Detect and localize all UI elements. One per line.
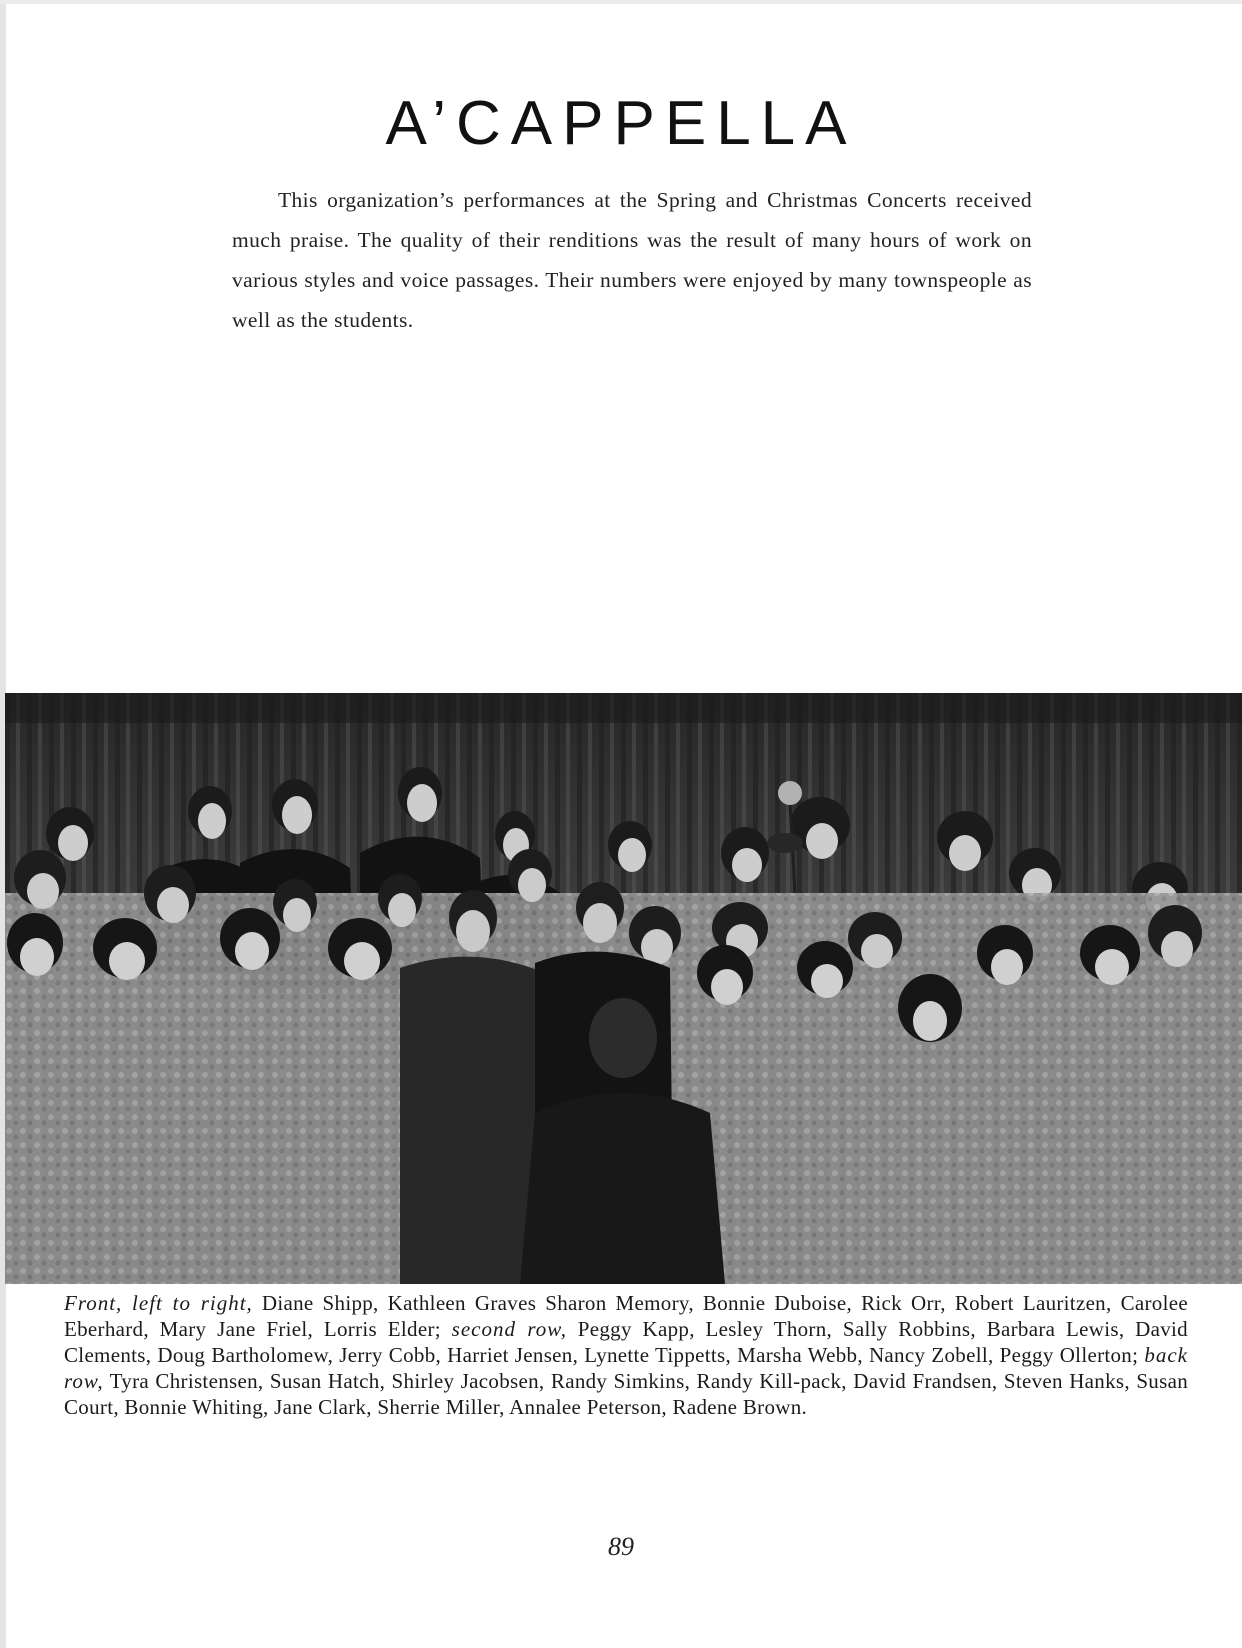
- choir-photo-graphic: [5, 693, 1242, 1284]
- page-edge-top: [0, 0, 1242, 4]
- caption-second-names: Peggy Kapp, Lesley Thorn, Sally Robbins, Barbara Lewis, David Clements, Doug Bartholomew, Jerry Cobb, Harriet Jensen, Lynette Tippetts, Marsha Webb, Nancy Zobell, Peggy Ollerton;: [64, 1317, 1188, 1367]
- caption-back-label: back row,: [64, 1343, 1189, 1393]
- photo-caption: [64, 1290, 1188, 1420]
- page-title: A’CAPPELLA: [385, 89, 857, 158]
- caption-second-label: second row,: [451, 1317, 568, 1341]
- caption-back-names: Tyra Christensen, Susan Hatch, Shirley Jacobsen, Randy Simkins, Randy Kill-pack, David Frandsen, Steven Hanks, Susan Court, Bonnie Whiting, Jane Clark, Sherrie Miller, Annalee Peterson, Radene Brown.: [64, 1369, 1188, 1419]
- caption-front-label: Front, left to right,: [64, 1291, 253, 1315]
- intro-paragraph: This organization’s performances at the Spring and Christmas Concerts received much praise. The quality of their renditions was the result of many hours of work on various styles and voice passages. Their numbers were enjoyed by many townspeople as well as the students.: [232, 188, 1032, 332]
- page-number: 89: [608, 1532, 634, 1561]
- caption-front-names: Diane Shipp, Kathleen Graves Sharon Memory, Bonnie Duboise, Rick Orr, Robert Lauritzen, Carolee Eberhard, Mary Jane Friel, Lorris Elder;: [64, 1291, 1188, 1341]
- choir-photo: [5, 693, 1242, 1284]
